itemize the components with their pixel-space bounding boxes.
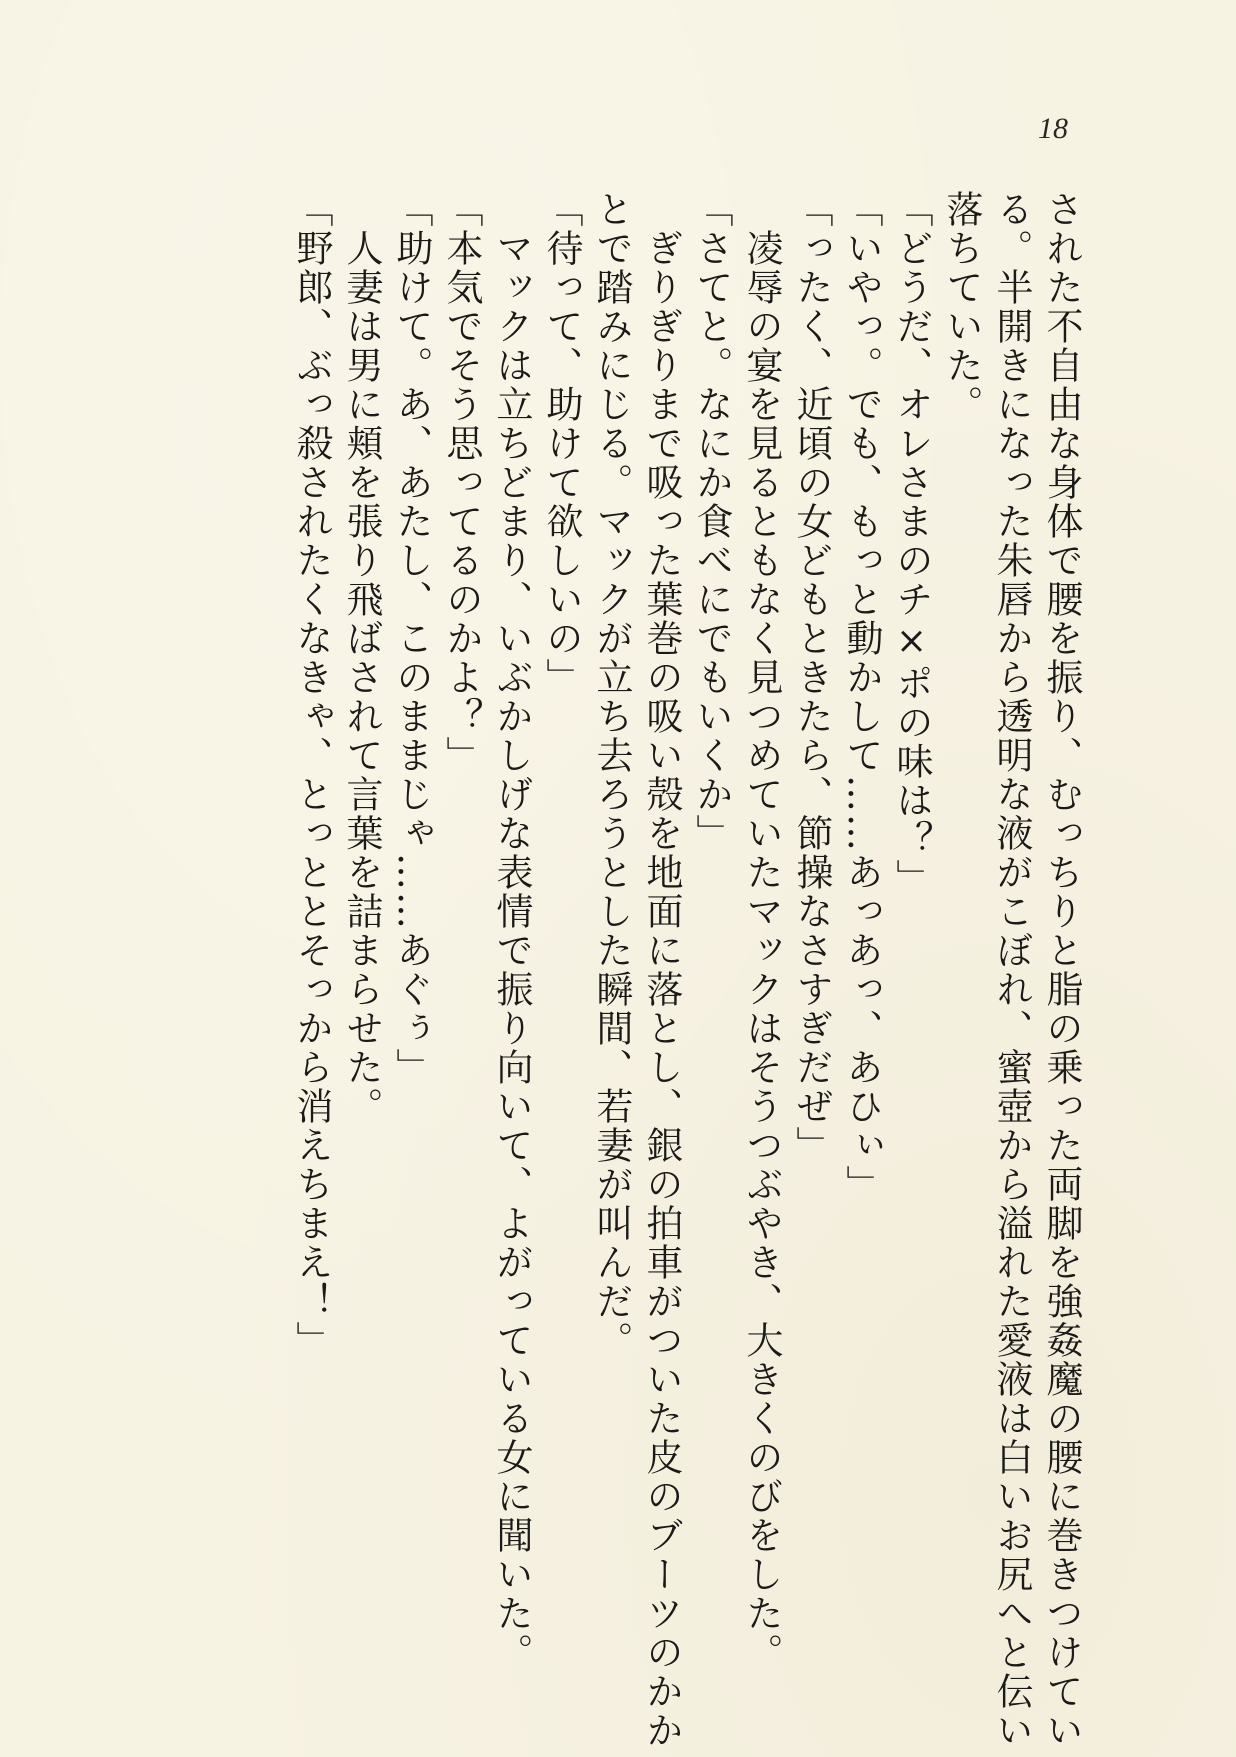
text-line: 「ったく、近頃の女どもときたら、節操なさすぎだぜ」 [790, 190, 833, 1165]
text-line: マックは立ちどまり、いぶかしげな表情で振り向いて、よがっている女に聞いた。 [490, 190, 533, 1672]
text-line: された不自由な身体で腰を振り、むっちりと脂の乗った両脚を強姦魔の腰に巻きつけてい [1040, 190, 1083, 1750]
text-line: 「どうだ、オレさまのチ×ポの味は？」 [890, 190, 933, 898]
text-line: ぎりぎりまで吸った葉巻の吸い殻を地面に落とし、銀の拍車がついた皮のブーツのかか [640, 190, 683, 1750]
text-line: 「待って、助けて欲しいの」 [540, 190, 583, 697]
text-line: 「助けて。あ、あたし、このままじゃ……あぐぅ」 [390, 190, 433, 1087]
text-line: 人妻は男に頬を張り飛ばされて言葉を詰まらせた。 [340, 190, 383, 1126]
vertical-text-body [86, 190, 1086, 1750]
text-line: 「さてと。なにか食べにでもいくか」 [690, 190, 733, 853]
text-line: とで踏みにじる。マックが立ち去ろうとした瞬間、若妻が叫んだ。 [590, 190, 633, 1360]
text-line: 「いやっ。でも、もっと動かして……あっあっ、あひぃ」 [840, 190, 883, 1204]
text-line: る。半開きになった朱唇から透明な液がこぼれ、蜜壺から溢れた愛液は白いお尻へと伝い [990, 190, 1033, 1750]
page-number: 18 [1038, 112, 1068, 145]
text-line: 凌辱の宴を見るともなく見つめていたマックはそうつぶやき、大きくのびをした。 [740, 190, 783, 1672]
text-line: 落ちていた。 [940, 190, 983, 424]
text-line: 「本気でそう思ってるのかよ？」 [440, 190, 483, 775]
text-line: 「野郎、ぶっ殺されたくなきゃ、とっととそっから消えちまえ！」 [290, 190, 333, 1360]
